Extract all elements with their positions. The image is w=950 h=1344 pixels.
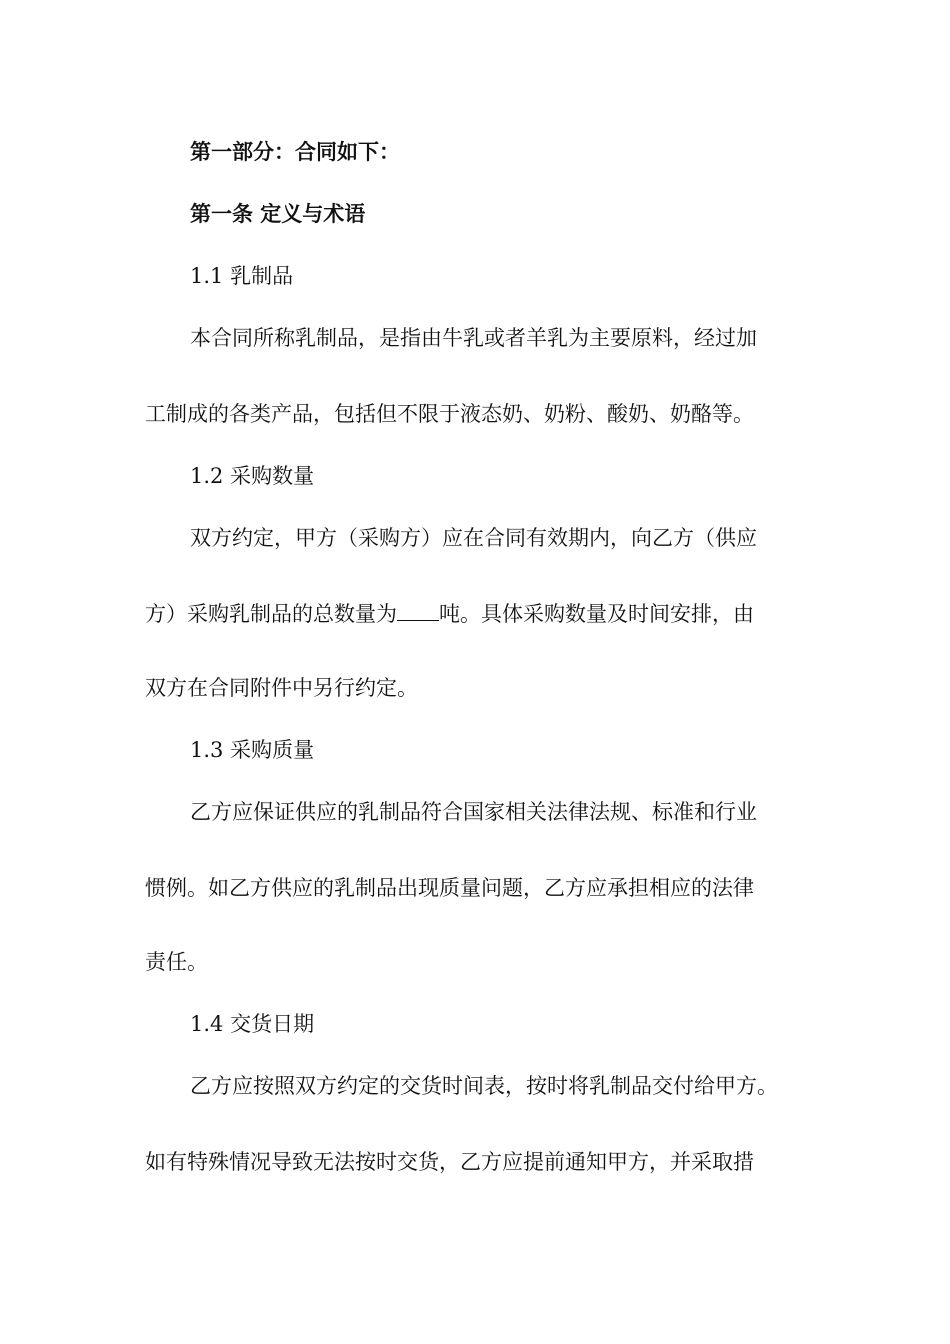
paragraph-line: 乙方应按照双方约定的交货时间表，按时将乳制品交付给甲方。: [190, 1074, 778, 1098]
paragraph-line: 双方约定，甲方（采购方）应在合同有效期内，向乙方（供应: [190, 526, 757, 550]
section-heading-1-3: 1.3 采购质量: [190, 738, 315, 762]
paragraph-line: 责任。: [145, 950, 208, 974]
paragraph-line: [145, 600, 754, 628]
section-heading-1-2: 1.2 采购数量: [190, 464, 315, 488]
paragraph-line: 惯例。如乙方供应的乳制品出现质量问题，乙方应承担相应的法律: [145, 876, 754, 900]
paragraph-text: 方）采购乳制品的总数量为: [145, 602, 397, 626]
paragraph-line: 如有特殊情况导致无法按时交货，乙方应提前通知甲方，并采取措: [145, 1150, 754, 1174]
paragraph-line: 双方在合同附件中另行约定。: [145, 676, 418, 700]
article-heading: 第一条 定义与术语: [190, 202, 366, 226]
paragraph-line: 本合同所称乳制品，是指由牛乳或者羊乳为主要原料，经过加: [190, 326, 757, 350]
paragraph-line: 工制成的各类产品，包括但不限于液态奶、奶粉、酸奶、奶酪等。: [145, 402, 754, 426]
quantity-blank: [397, 602, 439, 621]
paragraph-line: 乙方应保证供应的乳制品符合国家相关法律法规、标准和行业: [190, 800, 757, 824]
section-heading-1-1: 1.1 乳制品: [190, 264, 294, 288]
section-heading-1-4: 1.4 交货日期: [190, 1012, 315, 1036]
part-heading: 第一部分：合同如下：: [190, 140, 400, 164]
paragraph-text: 吨。具体采购数量及时间安排，由: [439, 602, 754, 626]
